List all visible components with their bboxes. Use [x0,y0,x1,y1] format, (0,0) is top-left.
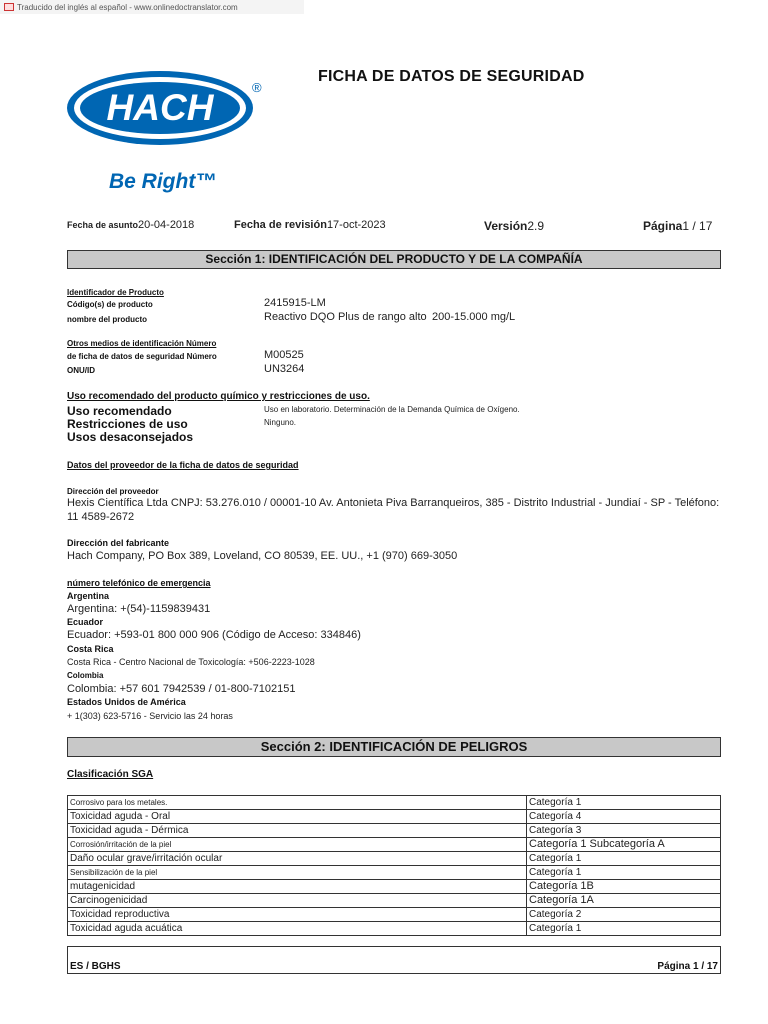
hazard-category-cell: Categoría 1 Subcategoría A [527,838,721,852]
logo-tagline: Be Right™ [109,170,217,193]
hazard-category-cell: Categoría 1A [527,894,721,908]
emergency-phone-ecuador: Ecuador: +593-01 800 000 906 (Código de Acceso: 334846) [67,629,361,641]
supplier-address-label: Dirección del proveedor [67,487,159,496]
hazard-category-cell: Categoría 1B [527,880,721,894]
emergency-country-colombia: Colombia [67,671,104,680]
table-row [68,908,721,922]
recommended-use-label: Uso recomendado [67,404,172,418]
page-label: Página [643,219,683,233]
sds-number-label: de ficha de datos de seguridad Número [67,352,217,361]
hazard-category-cell: Categoría 1 [527,922,721,936]
translator-banner[interactable] [0,0,304,14]
ghs-classification-header: Clasificación SGA [67,769,154,780]
other-id-line1 [67,339,216,348]
version [484,219,544,233]
hazard-class-cell: Daño ocular grave/irritación ocular [68,852,527,866]
document-title: FICHA DE DATOS DE SEGURIDAD [318,68,585,85]
manufacturer-value: Hach Company, PO Box 389, Loveland, CO 80539, EE. UU., +1 (970) 669-3050 [67,550,458,562]
discouraged-uses-label: Usos desaconsejados [67,430,194,444]
table-row [68,852,721,866]
hazard-class-cell: Corrosión/irritación de la piel [68,838,527,852]
table-row [68,824,721,838]
table-row [68,838,721,852]
hazard-class-cell: Sensibilización de la piel [68,866,527,880]
hazard-class-cell: Toxicidad reproductiva [68,908,527,922]
version-value: 2.9 [527,219,545,233]
table-row [68,796,721,810]
revision-date-value: 17-oct-2023 [326,219,386,231]
section-2-heading: Sección 2: IDENTIFICACIÓN DE PELIGROS [67,737,721,757]
sds-number-value: M00525 [264,349,304,361]
issue-date-label: Fecha de asunto [67,220,139,230]
emergency-phone-usa: + 1(303) 623-5716 - Servicio las 24 horas [67,711,233,721]
restrictions-label: Restricciones de uso [67,417,188,431]
hazard-class-cell: Toxicidad aguda acuática [68,922,527,936]
emergency-country-usa: Estados Unidos de América [67,697,186,707]
footer-page-number: Página 1 / 17 [657,961,718,972]
recommended-use-value: Uso en laboratorio. Determinación de la Demanda Química de Oxígeno. [264,405,520,414]
revision-date-label: Fecha de revisión [234,219,327,231]
registered-mark: ® [252,80,262,95]
table-row [68,810,721,824]
emergency-phone-argentina: Argentina: +(54)-1159839431 [67,603,211,615]
product-name-value: Reactivo DQO Plus de rango alto [264,311,427,323]
product-code-label: Código(s) de producto [67,300,153,309]
un-id-value: UN3264 [264,363,305,375]
hazard-category-cell: Categoría 1 [527,866,721,880]
table-row [68,894,721,908]
manufacturer-label: Dirección del fabricante [67,538,170,548]
hach-logo-graphic [64,70,274,195]
ghs-classification-table [67,795,721,936]
product-code-value: 2415915-LM [264,297,326,309]
hazard-class-cell: Carcinogenicidad [68,894,527,908]
hazard-class-cell: Toxicidad aguda - Oral [68,810,527,824]
supplier-address-line1: Hexis Científica Ltda CNPJ: 53.276.010 / 00001-10 Av. Antonieta Piva Barranqueiros, 385 - Distrito Industrial - Jundiaí - SP - Teléfono: [67,497,720,509]
revision-date [234,219,386,231]
restrictions-value: Ninguno. [264,418,297,427]
other-id-label: Otros medios de identificación Número [67,339,217,348]
page-value: 1 / 17 [682,219,713,233]
un-id-label: ONU/ID [67,366,95,375]
banner-text: Traducido del inglés al español - www.onlinedoctranslator.com [17,2,238,12]
hach-logo [64,70,274,195]
issue-date-value: 20-04-2018 [138,219,195,231]
emergency-phone-costa-rica: Costa Rica - Centro Nacional de Toxicología: +506-2223-1028 [67,657,315,667]
table-row [68,866,721,880]
hazard-category-cell: Categoría 1 [527,796,721,810]
product-range-value: 200-15.000 mg/L [432,311,516,323]
product-id-header: Identificador de Producto [67,288,164,297]
supplier-address-line2: 11 4589-2672 [67,511,135,523]
hazard-category-cell: Categoría 4 [527,810,721,824]
issue-date [67,219,194,231]
product-name-label: nombre del producto [67,315,147,324]
logo-brand: HACH [106,87,214,128]
hazard-class-cell: Corrosivo para los metales. [68,796,527,810]
emergency-phone-colombia: Colombia: +57 601 7942539 / 01-800-7102151 [67,683,296,695]
emergency-country-ecuador: Ecuador [67,617,104,627]
version-label: Versión [484,219,528,233]
hazard-class-cell: mutagenicidad [68,880,527,894]
section-1-heading: Sección 1: IDENTIFICACIÓN DEL PRODUCTO Y DE LA COMPAÑÍA [67,250,721,269]
document-icon [4,3,14,11]
hazard-class-cell: Toxicidad aguda - Dérmica [68,824,527,838]
page-footer [67,946,721,974]
hazard-category-cell: Categoría 2 [527,908,721,922]
table-row [68,880,721,894]
use-header: Uso recomendado del producto químico y restricciones de uso. [67,391,370,402]
hazard-category-cell: Categoría 1 [527,852,721,866]
emergency-header: número telefónico de emergencia [67,578,211,588]
footer-doc-code: ES / BGHS [70,961,121,972]
table-row [68,922,721,936]
emergency-country-costa-rica: Costa Rica [67,644,114,654]
supplier-header: Datos del proveedor de la ficha de datos de seguridad [67,460,299,470]
hazard-category-cell: Categoría 3 [527,824,721,838]
page-indicator [643,219,712,233]
emergency-country-argentina: Argentina [67,591,110,601]
